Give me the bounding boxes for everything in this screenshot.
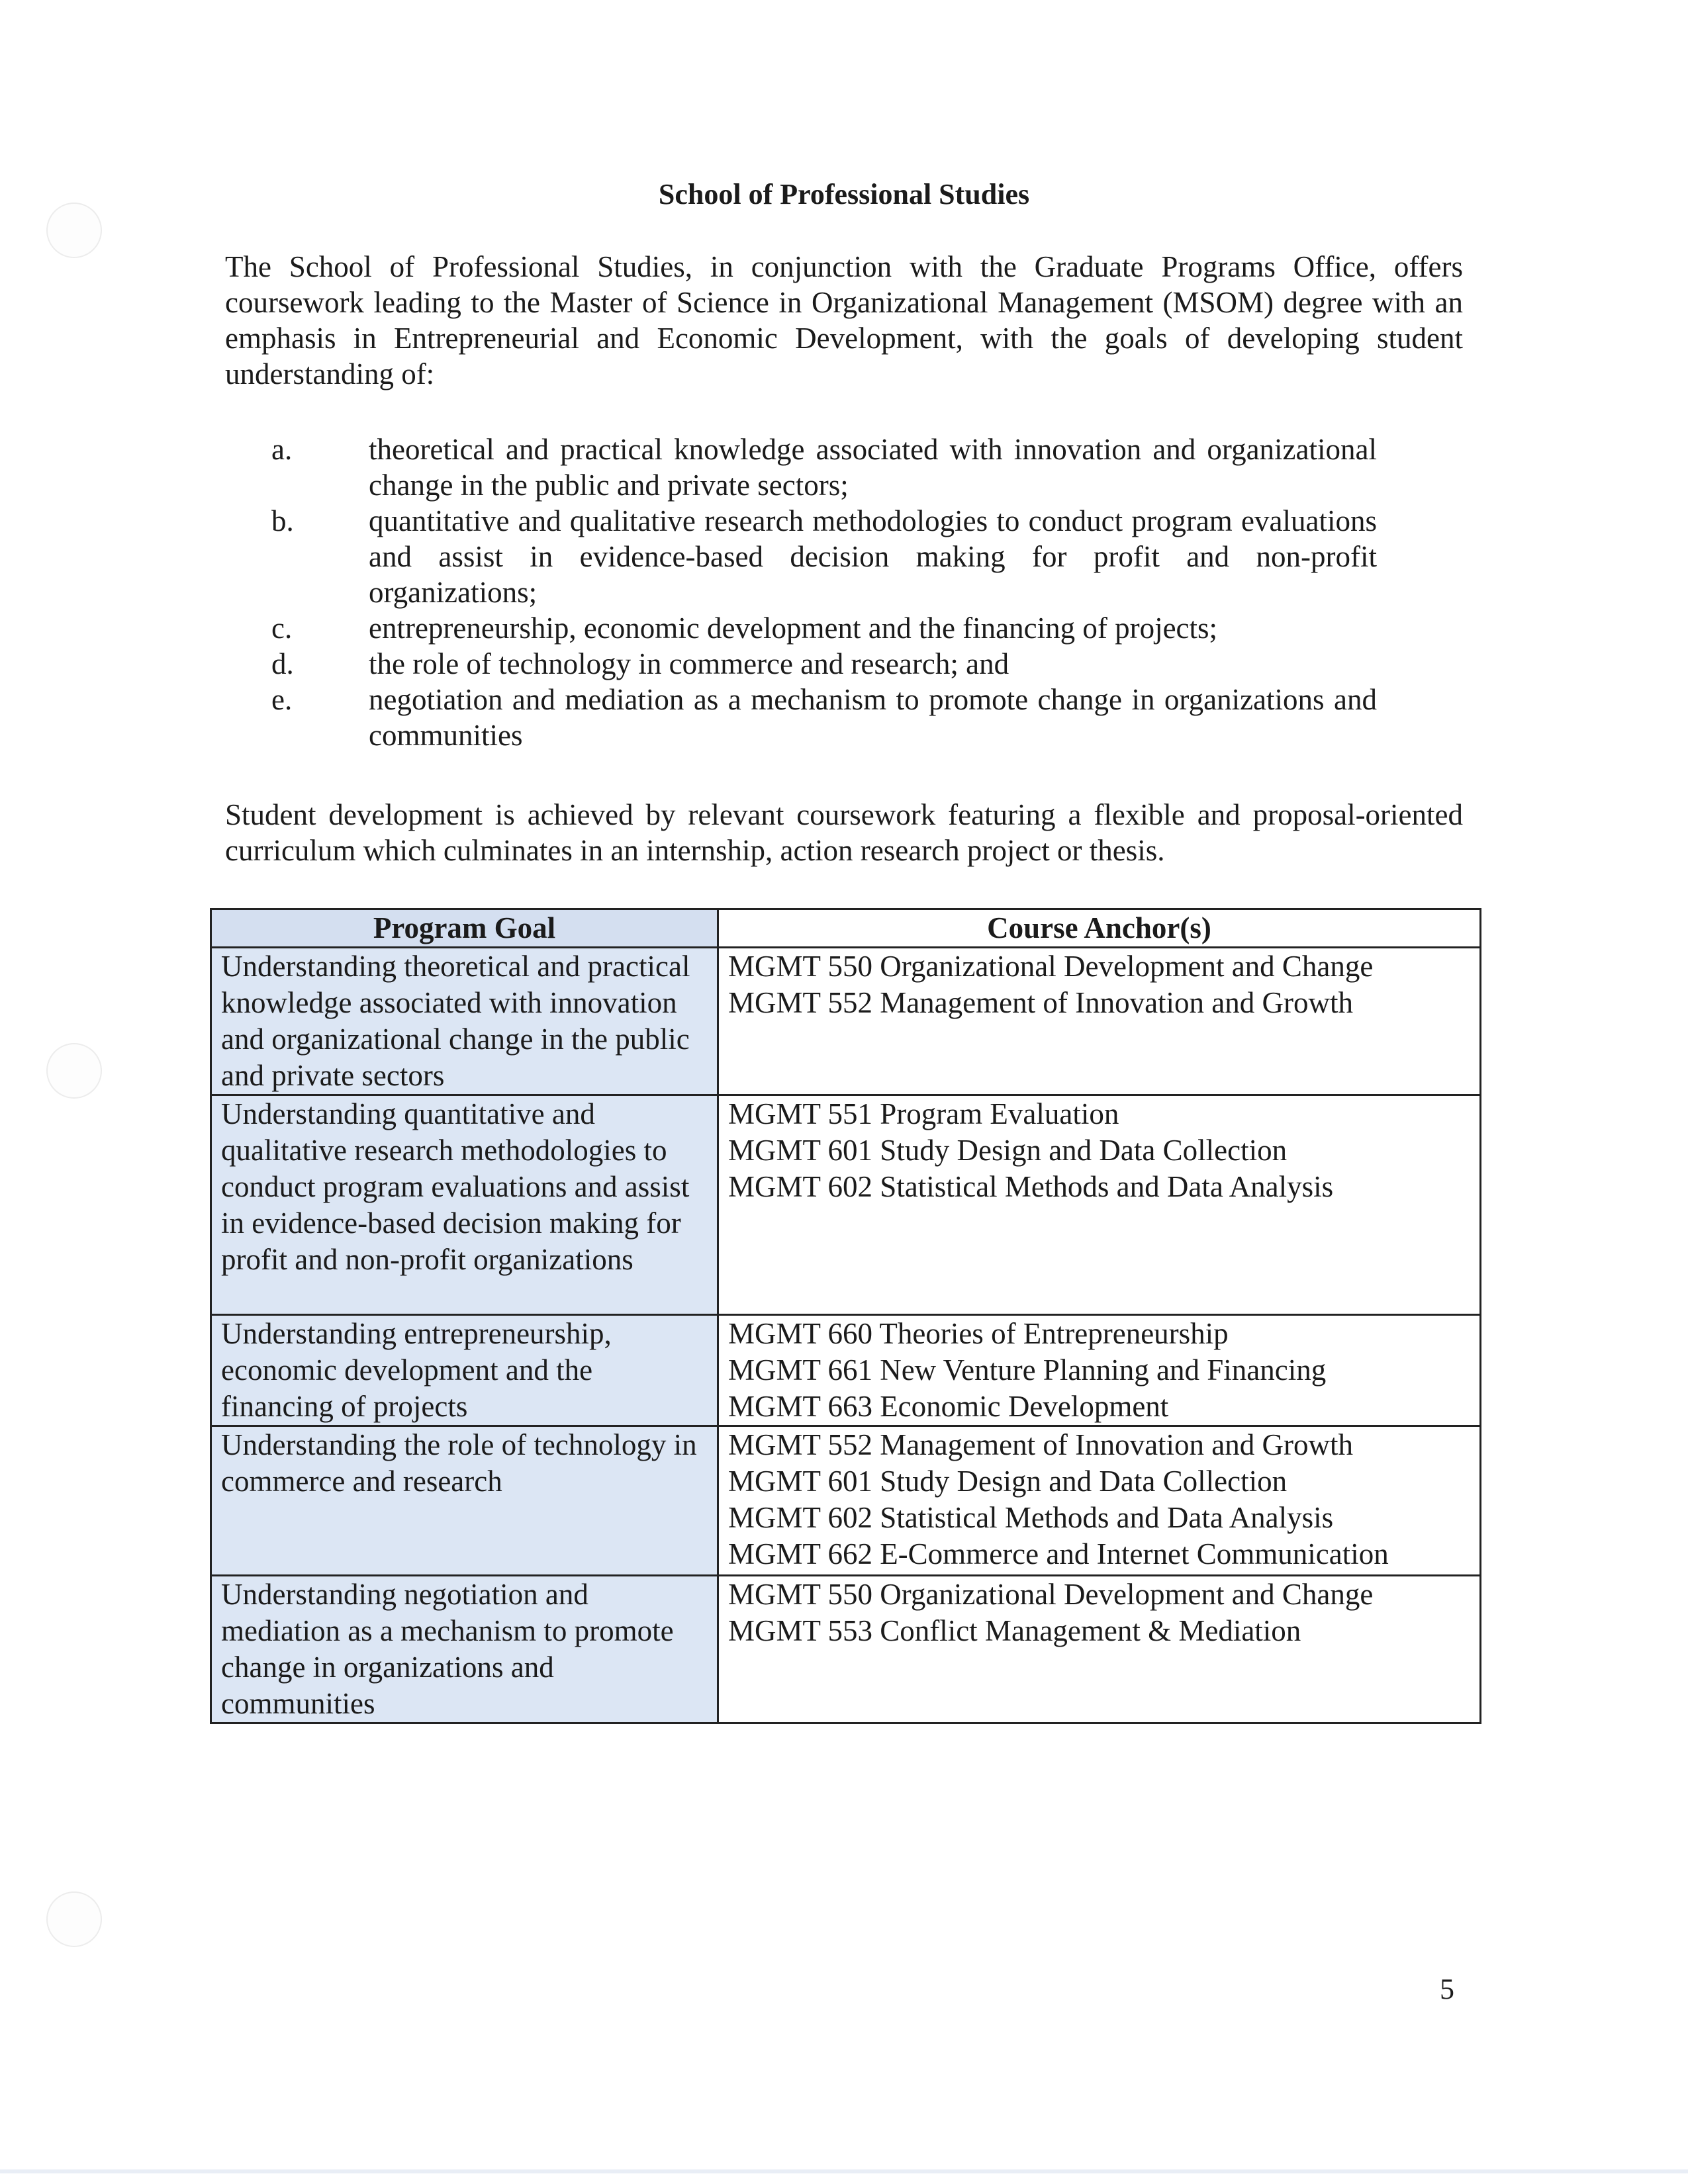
goals-list: [225, 432, 1377, 753]
goal-cell: Understanding quantitative and qualitative research methodologies to conduct program evaluations and assist in evidence-based decision making for profit and non-profit organizations: [211, 1095, 718, 1315]
list-text: negotiation and mediation as a mechanism to promote change in organizations and communities: [369, 683, 1377, 752]
list-item: [225, 432, 1377, 503]
course-item: MGMT 552 Management of Innovation and Growth: [728, 986, 1354, 1019]
table-row: [211, 1426, 1481, 1576]
course-item: MGMT 550 Organizational Development and Change: [728, 1578, 1374, 1611]
list-marker: b.: [271, 504, 294, 537]
page-number: 5: [1440, 1973, 1454, 2005]
course-item: MGMT 602 Statistical Methods and Data Analysis: [728, 1501, 1334, 1534]
list-text: the role of technology in commerce and research; and: [369, 647, 1009, 680]
list-item: [225, 646, 1377, 682]
courses-cell: [718, 948, 1481, 1095]
table-header-row: [211, 909, 1481, 948]
list-item: [225, 682, 1377, 753]
list-text: entrepreneurship, economic development and the financing of projects;: [369, 612, 1218, 645]
goal-cell: Understanding theoretical and practical knowledge associated with innovation and organizational change in the public and private sectors: [211, 948, 718, 1095]
intro-paragraph: The School of Professional Studies, in conjunction with the Graduate Programs Office, offers coursework leading to the Master of Science in Organizational Management (MSOM) degree with an emphasis in Entrepreneurial and Economic Development, with the goals of developing student understanding of:: [225, 250, 1463, 390]
course-item: MGMT 551 Program Evaluation: [728, 1097, 1119, 1130]
page-title: School of Professional Studies: [658, 178, 1030, 210]
course-item: MGMT 661 New Venture Planning and Financing: [728, 1353, 1327, 1387]
list-marker: e.: [271, 683, 293, 716]
punch-hole-middle: [46, 1043, 102, 1099]
goals-table: [210, 908, 1481, 1724]
list-text: quantitative and qualitative research methodologies to conduct program evaluations and assist in evidence-based decision making for profit and non-profit organizations;: [369, 504, 1377, 609]
list-marker: a.: [271, 433, 293, 466]
list-marker: d.: [271, 647, 294, 680]
course-item: MGMT 553 Conflict Management & Mediation: [728, 1614, 1301, 1647]
courses-cell: [718, 1576, 1481, 1723]
course-item: MGMT 550 Organizational Development and Change: [728, 950, 1374, 983]
list-item: [225, 610, 1377, 646]
course-item: MGMT 601 Study Design and Data Collection: [728, 1134, 1288, 1167]
header-course-anchors: Course Anchor(s): [718, 909, 1481, 948]
table-row: [211, 1095, 1481, 1315]
course-item: MGMT 552 Management of Innovation and Growth: [728, 1428, 1354, 1461]
development-paragraph: Student development is achieved by relevant coursework featuring a flexible and proposal-oriented curriculum which culminates in an internship, action research project or thesis.: [225, 798, 1463, 867]
course-item: MGMT 601 Study Design and Data Collection: [728, 1465, 1288, 1498]
header-program-goal: Program Goal: [211, 909, 718, 948]
list-marker: c.: [271, 612, 293, 645]
goal-cell: Understanding negotiation and mediation as a mechanism to promote change in organizations and communities: [211, 1576, 718, 1723]
punch-hole-bottom: [46, 1891, 102, 1947]
course-item: MGMT 662 E-Commerce and Internet Communication: [728, 1537, 1389, 1570]
list-text: theoretical and practical knowledge associated with innovation and organizational change in the public and private sectors;: [369, 433, 1377, 502]
courses-cell: [718, 1315, 1481, 1426]
course-item: MGMT 602 Statistical Methods and Data Analysis: [728, 1170, 1334, 1203]
table-row: [211, 1576, 1481, 1723]
table-row: [211, 1315, 1481, 1426]
goal-cell: Understanding the role of technology in commerce and research: [211, 1426, 718, 1576]
goal-cell: Understanding entrepreneurship, economic development and the financing of projects: [211, 1315, 718, 1426]
scan-edge: [0, 2169, 1688, 2173]
courses-cell: [718, 1095, 1481, 1315]
course-item: MGMT 663 Economic Development: [728, 1390, 1169, 1423]
table-row: [211, 948, 1481, 1095]
courses-cell: [718, 1426, 1481, 1576]
course-item: MGMT 660 Theories of Entrepreneurship: [728, 1317, 1229, 1350]
list-item: [225, 503, 1377, 610]
